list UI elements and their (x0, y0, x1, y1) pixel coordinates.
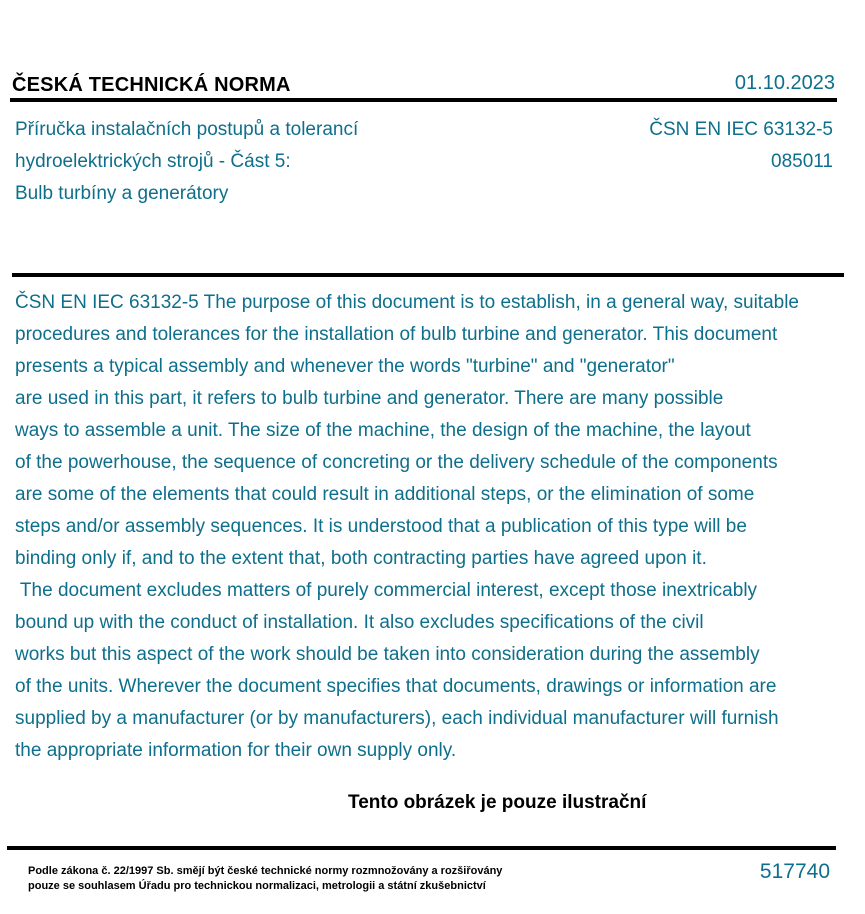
document-number: 517740 (759, 860, 830, 883)
document-title (15, 114, 535, 210)
section-divider (12, 273, 844, 277)
document-title-line: hydroelektrických strojů - Část 5: (15, 151, 291, 172)
abstract-line: ČSN EN IEC 63132-5 The purpose of this document is to establish, in a general way, suitable (15, 292, 800, 313)
abstract-line: of the units. Wherever the document specifies that documents, drawings or information are (15, 676, 777, 697)
abstract-line: procedures and tolerances for the installation of bulb turbine and generator. This document (15, 324, 778, 345)
header-divider (10, 98, 837, 102)
abstract-line: ways to assemble a unit. The size of the machine, the design of the machine, the layout (15, 420, 751, 441)
classification-code: 085011 (771, 151, 833, 172)
publication-date: 01.10.2023 (734, 72, 835, 94)
abstract-line: are some of the elements that could result in additional steps, or the elimination of some (15, 484, 755, 505)
abstract-line: binding only if, and to the extent that, both contracting parties have agreed upon it. (15, 548, 707, 569)
legal-notice (28, 864, 608, 894)
page-header-title: ČESKÁ TECHNICKÁ NORMA (12, 74, 291, 96)
abstract-line: the appropriate information for their own supply only. (15, 740, 457, 761)
abstract-line: steps and/or assembly sequences. It is understood that a publication of this type will be (15, 516, 747, 537)
illustrative-notice: Tento obrázek je pouze ilustrační (348, 792, 647, 813)
abstract-line: supplied by a manufacturer (or by manufacturers), each individual manufacturer will furnish (15, 708, 779, 729)
document-title-line: Bulb turbíny a generátory (15, 183, 229, 204)
abstract-line: presents a typical assembly and whenever the words "turbine" and "generator" (15, 356, 675, 377)
abstract-line: works but this aspect of the work should be taken into consideration during the assembly (15, 644, 760, 665)
standard-id: ČSN EN IEC 63132-5 (649, 119, 833, 140)
abstract-line: are used in this part, it refers to bulb turbine and generator. There are many possible (15, 388, 724, 409)
abstract-line: The document excludes matters of purely commercial interest, except those inextricably (15, 580, 758, 601)
standard-identifiers (533, 114, 833, 178)
footer-divider (7, 846, 836, 850)
legal-notice-line: Podle zákona č. 22/1997 Sb. smějí být české technické normy rozmnožovány a rozšiřovány (28, 865, 503, 877)
legal-notice-line: pouze se souhlasem Úřadu pro technickou normalizaci, metrologii a státní zkušebnictví (28, 880, 486, 892)
abstract-line: bound up with the conduct of installation. It also excludes specifications of the civil (15, 612, 704, 633)
abstract-text (15, 287, 865, 767)
abstract-line: of the powerhouse, the sequence of concreting or the delivery schedule of the components (15, 452, 778, 473)
document-title-line: Příručka instalačních postupů a tolerancí (15, 119, 359, 140)
